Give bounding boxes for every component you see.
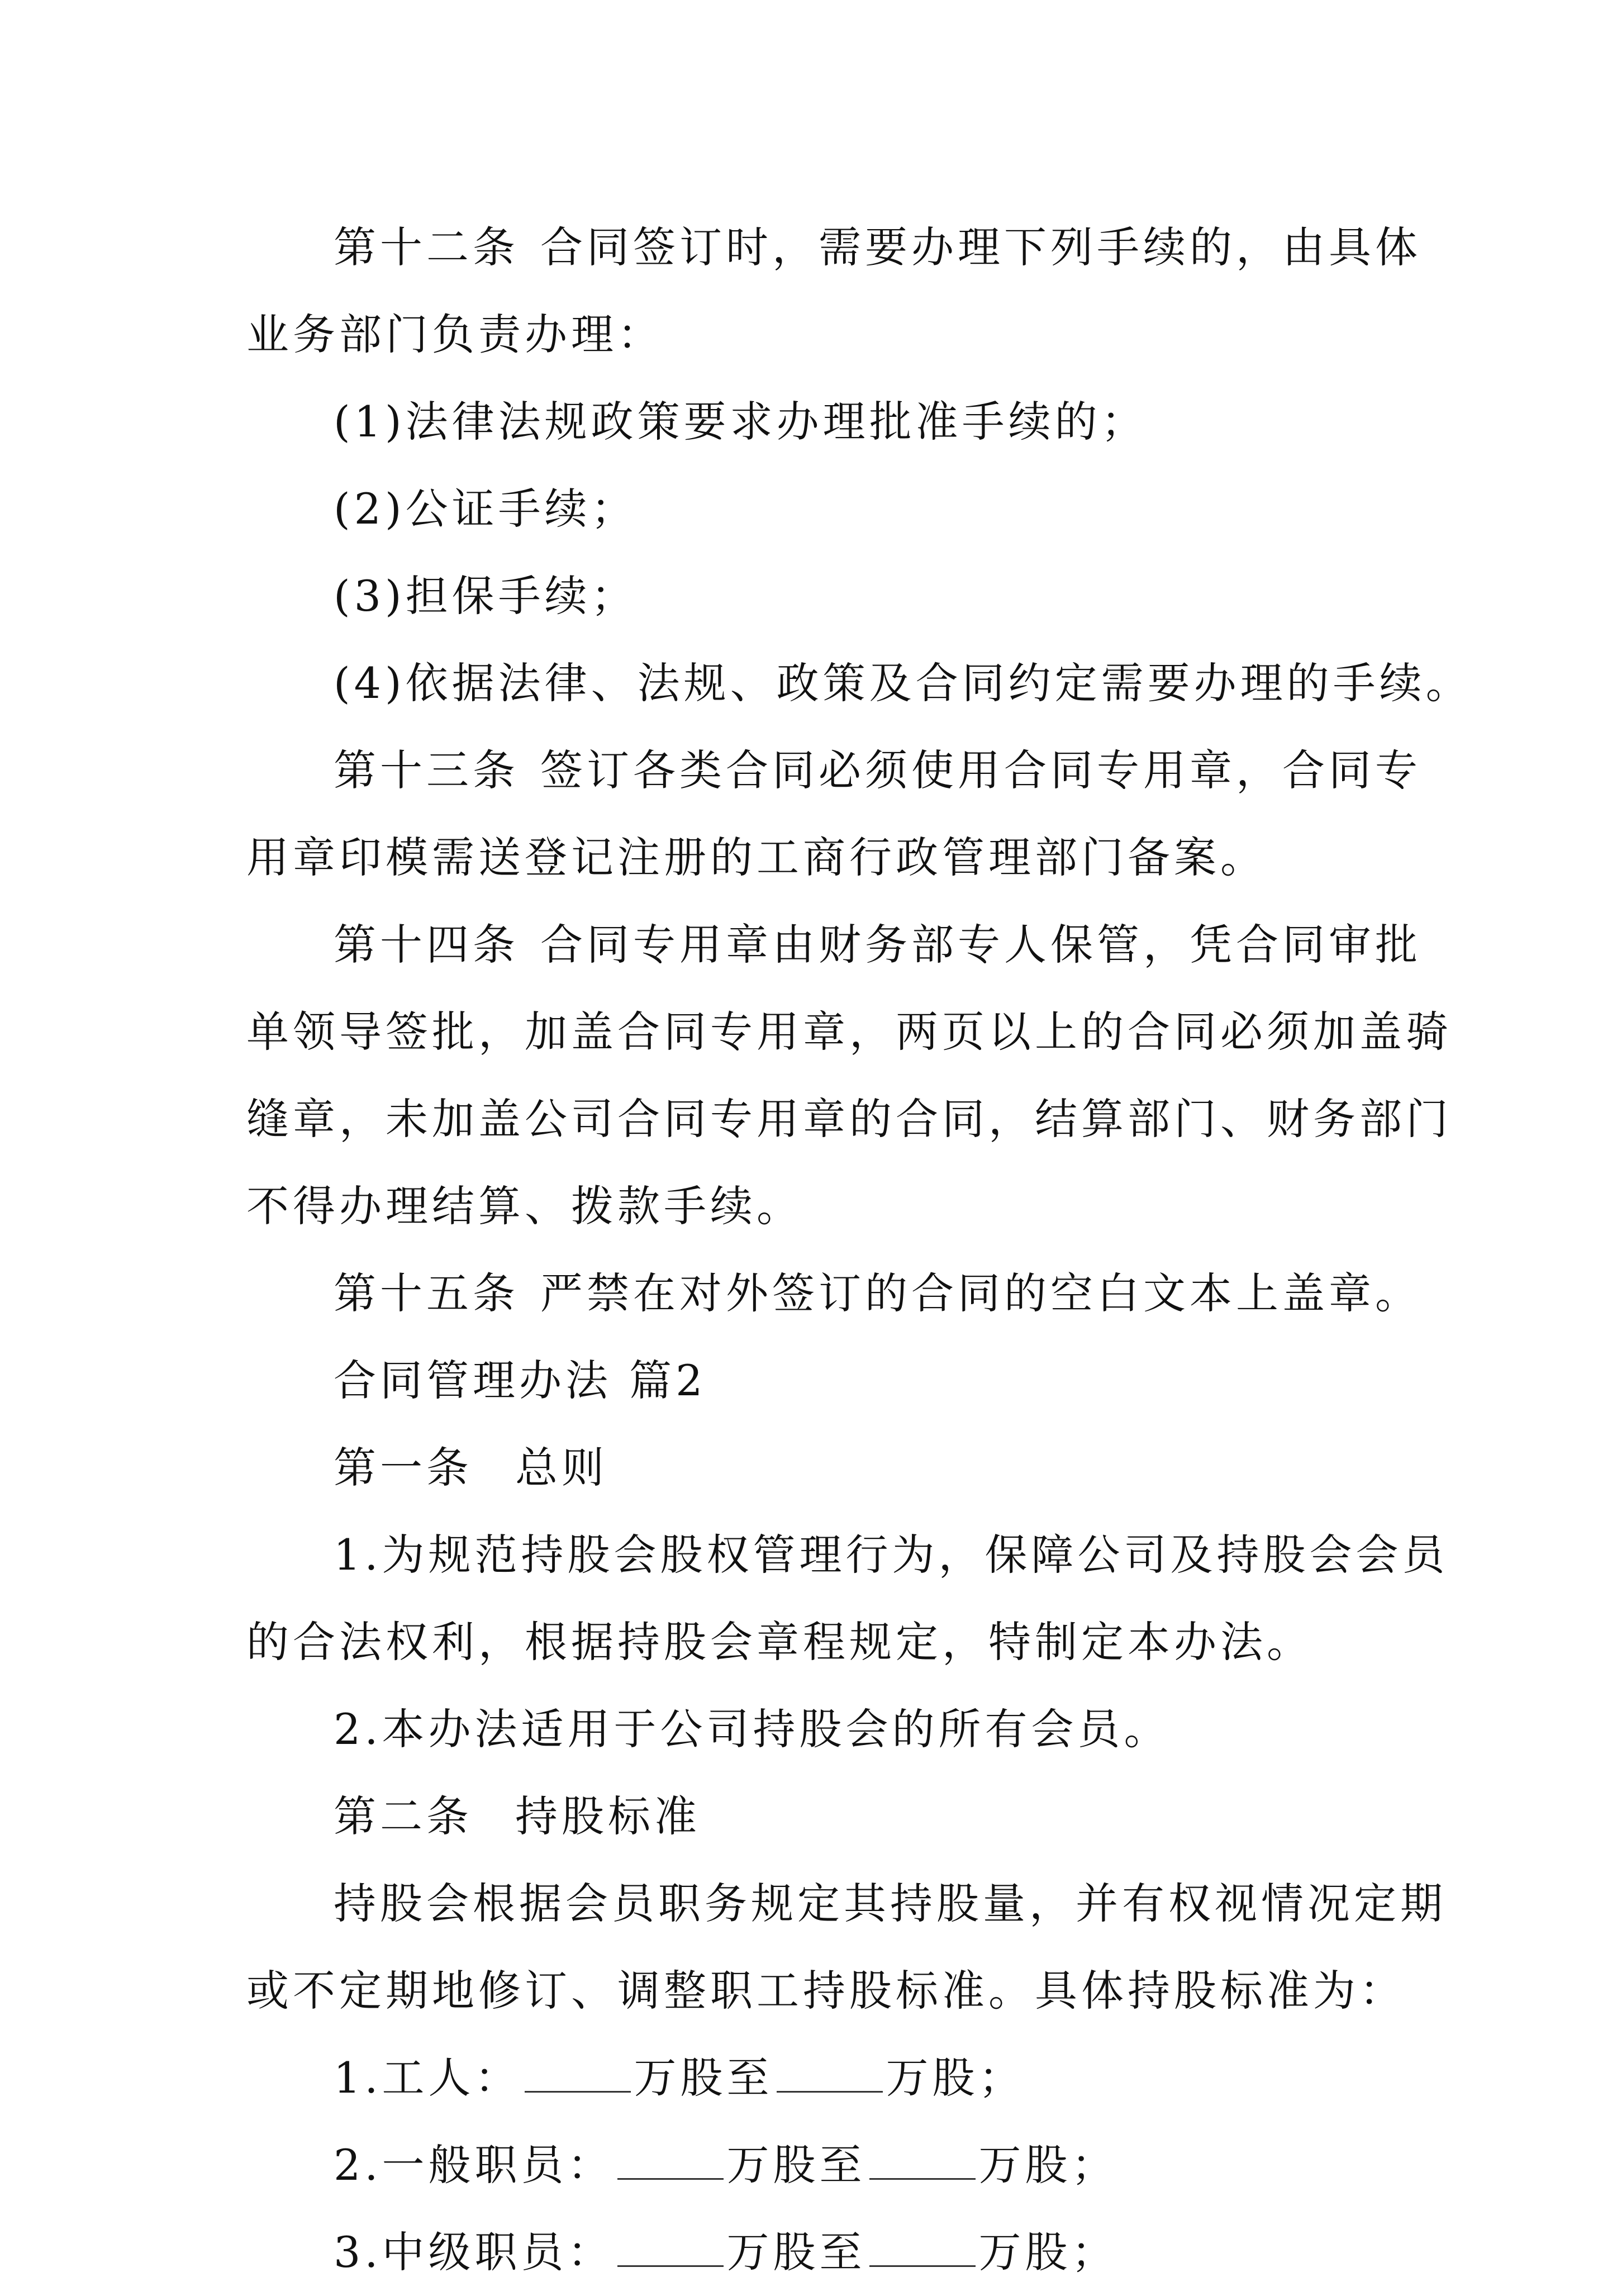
- document-body: [246, 204, 1472, 2296]
- article-12-item-2: (2)公证手续；: [334, 484, 638, 534]
- standard-item-3: 3.中级职员： 万股至 万股；: [334, 2227, 1118, 2277]
- article-15-line-1: 第十五条 严禁在对外签订的合同的空白文本上盖章。: [334, 1268, 1421, 1318]
- chapter-2-head: 第二条: [334, 1791, 473, 1841]
- blank-field: [869, 2139, 976, 2180]
- chapter-1-paragraph-2: 2.本办法适用于公司持股会的所有会员。: [334, 1704, 1171, 1754]
- article-12-item-1: (1)法律法规政策要求办理批准手续的；: [334, 397, 1148, 446]
- article-14-line-3: 缝章，未加盖公司合同专用章的合同，结算部门、财务部门: [246, 1094, 1452, 1144]
- chapter-2-heading: [246, 1773, 1375, 1860]
- article-13-head: 第十三条: [334, 745, 519, 795]
- article-12-item-3: (3)担保手续；: [334, 571, 638, 621]
- blank-field: [617, 2226, 724, 2267]
- chapter-2-paragraph-line-2: 或不定期地修订、调整职工持股标准。具体持股标准为：: [246, 1966, 1406, 2015]
- article-12-line-2: 业务部门负责办理：: [246, 310, 664, 359]
- article-12-line-1: 第十二条 合同签订时，需要办理下列手续的，由具体: [334, 222, 1421, 272]
- part-2-title: 合同管理办法 篇2: [334, 1356, 707, 1405]
- blank-field: [777, 2052, 883, 2093]
- blank-field: [869, 2226, 976, 2267]
- article-14-line-1: 第十四条 合同专用章由财务部专人保管，凭合同审批: [334, 920, 1421, 969]
- standard-item-2: 2.一般职员： 万股至 万股；: [334, 2140, 1118, 2190]
- blank-field: [525, 2052, 631, 2093]
- chapter-2-title: 持股标准: [515, 1791, 701, 1841]
- chapter-1-heading: [246, 1424, 1375, 1511]
- blank-field: [617, 2139, 724, 2180]
- chapter-1-paragraph-1-line-1: 1.为规范持股会股权管理行为，保障公司及持股会会员: [334, 1530, 1449, 1580]
- chapter-1-title: 总则: [515, 1443, 608, 1492]
- article-14-line-2: 单领导签批，加盖合同专用章，两页以上的合同必须加盖骑: [246, 1007, 1452, 1057]
- article-13-line-2: 用章印模需送登记注册的工商行政管理部门备案。: [246, 833, 1267, 882]
- article-15-head: 第十五条: [334, 1268, 519, 1318]
- article-14-line-4: 不得办理结算、拨款手续。: [246, 1181, 803, 1231]
- standard-item-1: 1.工人： 万股至 万股；: [334, 2053, 1025, 2103]
- chapter-1-paragraph-1-line-2: 的合法权利，根据持股会章程规定，特制定本办法。: [246, 1617, 1313, 1667]
- chapter-2-paragraph-line-1: 持股会根据会员职务规定其持股量，并有权视情况定期: [334, 1879, 1447, 1928]
- article-13-line-1: 第十三条 签订各类合同必须使用合同专用章，合同专: [334, 745, 1421, 795]
- article-12-item-4: (4)依据法律、法规、政策及合同约定需要办理的手续。: [334, 658, 1472, 708]
- article-14-head: 第十四条: [334, 920, 519, 969]
- article-12-head: 第十二条: [334, 222, 519, 272]
- chapter-1-head: 第一条: [334, 1443, 473, 1492]
